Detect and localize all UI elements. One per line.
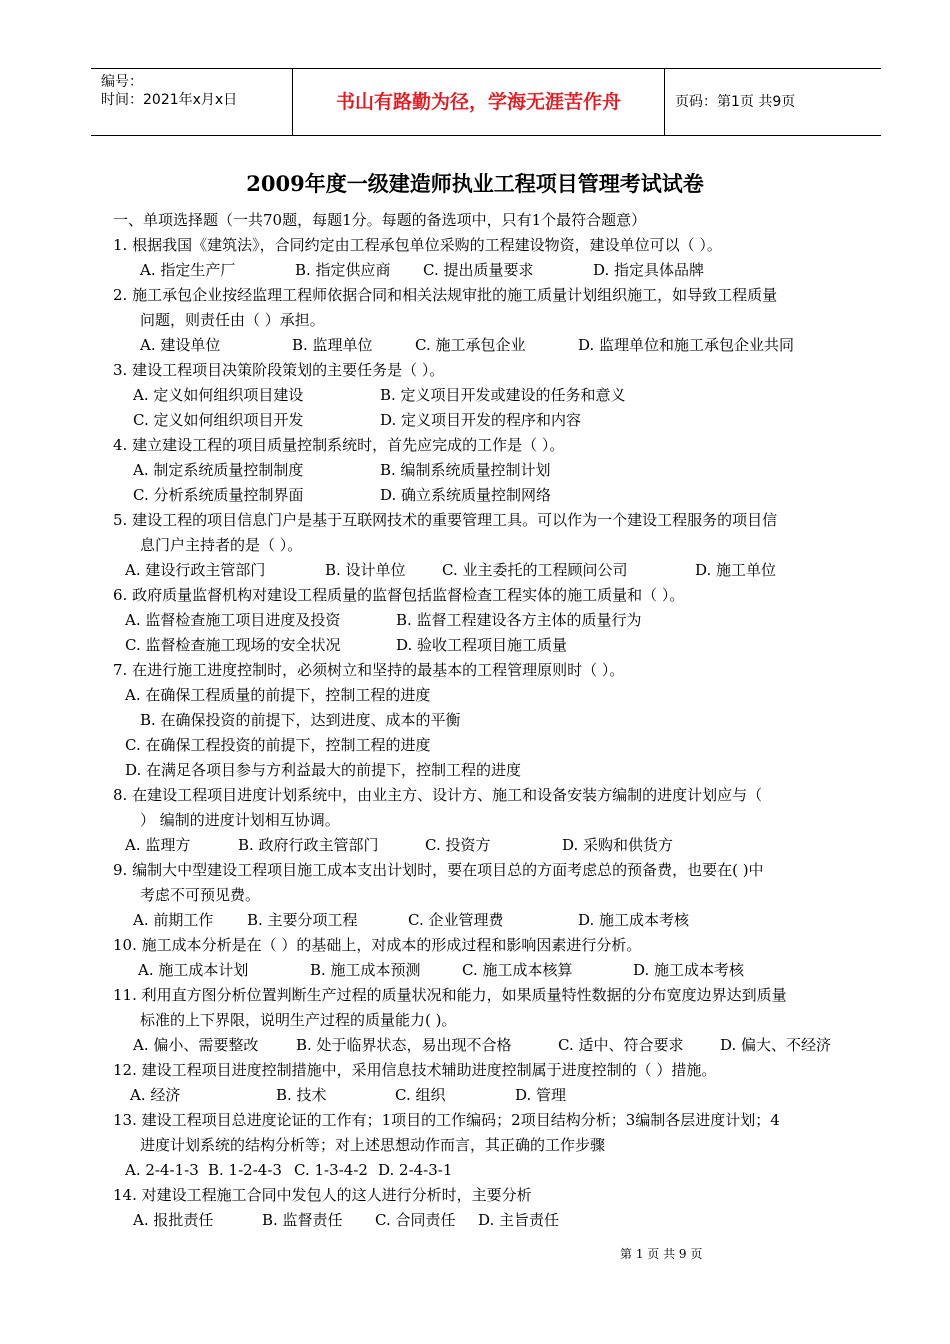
question-5-stem: 5. 建设工程的项目信息门户是基于互联网技术的重要管理工具。可以作为一个建设工程服务的项目信 bbox=[113, 511, 778, 529]
option-b: B. 政府行政主管部门 bbox=[238, 836, 379, 854]
option-b: B. 监理单位 bbox=[292, 336, 373, 354]
option-a: A. 指定生产厂 bbox=[140, 261, 236, 279]
question-2-stem: 2. 施工承包企业按经监理工程师依据合同和相关法规审批的施工质量计划组织施工，如导致工程质量 bbox=[113, 286, 778, 304]
question-3-options-row1 bbox=[0, 383, 950, 407]
option-a: A. 施工成本计划 bbox=[138, 961, 249, 979]
question-7-option-c: C. 在确保工程投资的前提下，控制工程的进度 bbox=[125, 736, 431, 754]
option-c: C. 分析系统质量控制界面 bbox=[133, 486, 304, 504]
option-a: A. 2-4-1-3 bbox=[125, 1161, 199, 1179]
question-12-options bbox=[0, 1083, 950, 1107]
option-d: D. 采购和供货方 bbox=[562, 836, 674, 854]
question-5-options bbox=[0, 558, 950, 582]
option-a: A. 定义如何组织项目建设 bbox=[133, 386, 304, 404]
option-c: C. 合同责任 bbox=[375, 1211, 456, 1229]
option-b: B. 指定供应商 bbox=[295, 261, 391, 279]
question-12-stem: 12. 建设工程项目进度控制措施中，采用信息技术辅助进度控制属于进度控制的（ ）措施。 bbox=[113, 1061, 717, 1079]
question-11-stem-cont: 标准的上下界限，说明生产过程的质量能力( )。 bbox=[140, 1011, 457, 1029]
option-c: C. 施工承包企业 bbox=[415, 336, 526, 354]
option-d: D. 施工成本考核 bbox=[633, 961, 745, 979]
option-c: C. 监督检查施工现场的安全状况 bbox=[125, 636, 341, 654]
option-d: D. 施工成本考核 bbox=[578, 911, 690, 929]
question-1-stem: 1. 根据我国《建筑法》，合同约定由工程承包单位采购的工程建设物资，建设单位可以（ ）。 bbox=[113, 236, 722, 254]
question-1-options bbox=[0, 258, 950, 282]
question-6-options-row1 bbox=[0, 608, 950, 632]
option-c: C. 适中、符合要求 bbox=[558, 1036, 684, 1054]
option-a: A. 前期工作 bbox=[133, 911, 214, 929]
question-14-stem: 14. 对建设工程施工合同中发包人的这人进行分析时，主要分析 bbox=[113, 1186, 532, 1204]
question-4-options-row1 bbox=[0, 458, 950, 482]
question-6-stem: 6. 政府质量监督机构对建设工程质量的监督包括监督检查工程实体的施工质量和（ ）。 bbox=[113, 586, 685, 604]
time-label: 时间：2021年x月x日 bbox=[101, 92, 238, 108]
question-6-options-row2 bbox=[0, 633, 950, 657]
question-13-stem: 13. 建设工程项目总进度论证的工作有；1项目的工作编码；2项目结构分析；3编制各层进度计划；4 bbox=[113, 1111, 780, 1129]
option-a: A. 监理方 bbox=[125, 836, 191, 854]
question-9-stem-cont: 考虑不可预见费。 bbox=[140, 886, 261, 904]
option-b: B. 定义项目开发或建设的任务和意义 bbox=[380, 386, 626, 404]
question-10-options bbox=[0, 958, 950, 982]
question-11-options bbox=[0, 1033, 950, 1057]
option-b: B. 编制系统质量控制计划 bbox=[380, 461, 551, 479]
number-label: 编号： bbox=[101, 74, 143, 90]
option-d: D. 验收工程项目施工质量 bbox=[396, 636, 568, 654]
question-2-options bbox=[0, 333, 950, 357]
option-a: A. 建设单位 bbox=[140, 336, 221, 354]
option-b: B. 监督责任 bbox=[262, 1211, 343, 1229]
option-c: C. 业主委托的工程顾问公司 bbox=[442, 561, 628, 579]
question-7-stem: 7. 在进行施工进度控制时，必须树立和坚持的最基本的工程管理原则时（ ）。 bbox=[113, 661, 625, 679]
option-a: A. 监督检查施工项目进度及投资 bbox=[125, 611, 341, 629]
option-d: D. 偏大、不经济 bbox=[720, 1036, 832, 1054]
option-d: D. 2-4-3-1 bbox=[378, 1161, 453, 1179]
question-11-stem: 11. 利用直方图分析位置判断生产过程的质量状况和能力，如果质量特性数据的分布宽度边界达到质量 bbox=[113, 986, 787, 1004]
option-b: B. 技术 bbox=[276, 1086, 327, 1104]
option-c: C. 提出质量要求 bbox=[423, 261, 534, 279]
question-9-options bbox=[0, 908, 950, 932]
question-3-options-row2 bbox=[0, 408, 950, 432]
option-d: D. 管理 bbox=[515, 1086, 567, 1104]
option-d: D. 确立系统质量控制网络 bbox=[380, 486, 552, 504]
question-7-option-d: D. 在满足各项目参与方利益最大的前提下，控制工程的进度 bbox=[125, 761, 522, 779]
question-7-option-b: B. 在确保投资的前提下，达到进度、成本的平衡 bbox=[140, 711, 461, 729]
question-14-options bbox=[0, 1208, 950, 1232]
question-8-options bbox=[0, 833, 950, 857]
header-meta-cell bbox=[91, 69, 293, 135]
question-13-options bbox=[0, 1158, 950, 1182]
option-a: A. 报批责任 bbox=[133, 1211, 214, 1229]
page-info: 页码：第1页 共9页 bbox=[675, 94, 796, 110]
option-b: B. 施工成本预测 bbox=[310, 961, 421, 979]
section-heading: 一、单项选择题（一共70题，每题1分。每题的备选项中，只有1个最符合题意） bbox=[113, 211, 647, 229]
header-table bbox=[91, 68, 881, 136]
option-c: C. 定义如何组织项目开发 bbox=[133, 411, 304, 429]
question-4-options-row2 bbox=[0, 483, 950, 507]
option-b: B. 1-2-4-3 bbox=[208, 1161, 282, 1179]
option-b: B. 监督工程建设各方主体的质量行为 bbox=[396, 611, 642, 629]
question-5-stem-cont: 息门户主持者的是（ ）。 bbox=[140, 536, 303, 554]
question-3-stem: 3. 建设工程项目决策阶段策划的主要任务是（ ）。 bbox=[113, 361, 445, 379]
question-7-option-a: A. 在确保工程质量的前提下，控制工程的进度 bbox=[125, 686, 431, 704]
option-b: B. 处于临界状态，易出现不合格 bbox=[296, 1036, 512, 1054]
option-a: A. 偏小、需要整改 bbox=[133, 1036, 259, 1054]
question-8-stem: 8. 在建设工程项目进度计划系统中，由业主方、设计方、施工和设备安装方编制的进度计划应与（ bbox=[113, 786, 763, 804]
option-d: D. 施工单位 bbox=[695, 561, 777, 579]
option-b: B. 设计单位 bbox=[325, 561, 406, 579]
option-a: A. 制定系统质量控制制度 bbox=[133, 461, 304, 479]
option-c: C. 施工成本核算 bbox=[462, 961, 573, 979]
option-c: C. 企业管理费 bbox=[408, 911, 504, 929]
option-c: C. 组织 bbox=[395, 1086, 446, 1104]
option-d: D. 监理单位和施工承包企业共同 bbox=[578, 336, 795, 354]
document-title: 2009年度一级建造师执业工程项目管理考试试卷 bbox=[246, 171, 704, 196]
option-d: D. 主旨责任 bbox=[478, 1211, 560, 1229]
slogan: 书山有路勤为径，学海无涯苦作舟 bbox=[293, 69, 665, 135]
option-a: A. 经济 bbox=[130, 1086, 181, 1104]
question-2-stem-cont: 问题，则责任由（ ）承担。 bbox=[140, 311, 325, 329]
option-b: B. 主要分项工程 bbox=[247, 911, 358, 929]
question-8-stem-cont: ） 编制的进度计划相互协调。 bbox=[140, 811, 340, 829]
option-c: C. 1-3-4-2 bbox=[294, 1161, 368, 1179]
question-9-stem: 9. 编制大中型建设工程项目施工成本支出计划时，要在项目总的方面考虑总的预备费，也要在( )中 bbox=[113, 861, 764, 879]
question-13-stem-cont: 进度计划系统的结构分析等；对上述思想动作而言，其正确的工作步骤 bbox=[140, 1136, 606, 1154]
option-d: D. 指定具体品牌 bbox=[593, 261, 705, 279]
question-10-stem: 10. 施工成本分析是在（ ）的基础上，对成本的形成过程和影响因素进行分析。 bbox=[113, 936, 642, 954]
option-a: A. 建设行政主管部门 bbox=[125, 561, 266, 579]
option-d: D. 定义项目开发的程序和内容 bbox=[380, 411, 582, 429]
option-c: C. 投资方 bbox=[425, 836, 491, 854]
question-4-stem: 4. 建立建设工程的项目质量控制系统时，首先应完成的工作是（ ）。 bbox=[113, 436, 565, 454]
page-footer: 第 1 页 共 9 页 bbox=[620, 1247, 703, 1261]
